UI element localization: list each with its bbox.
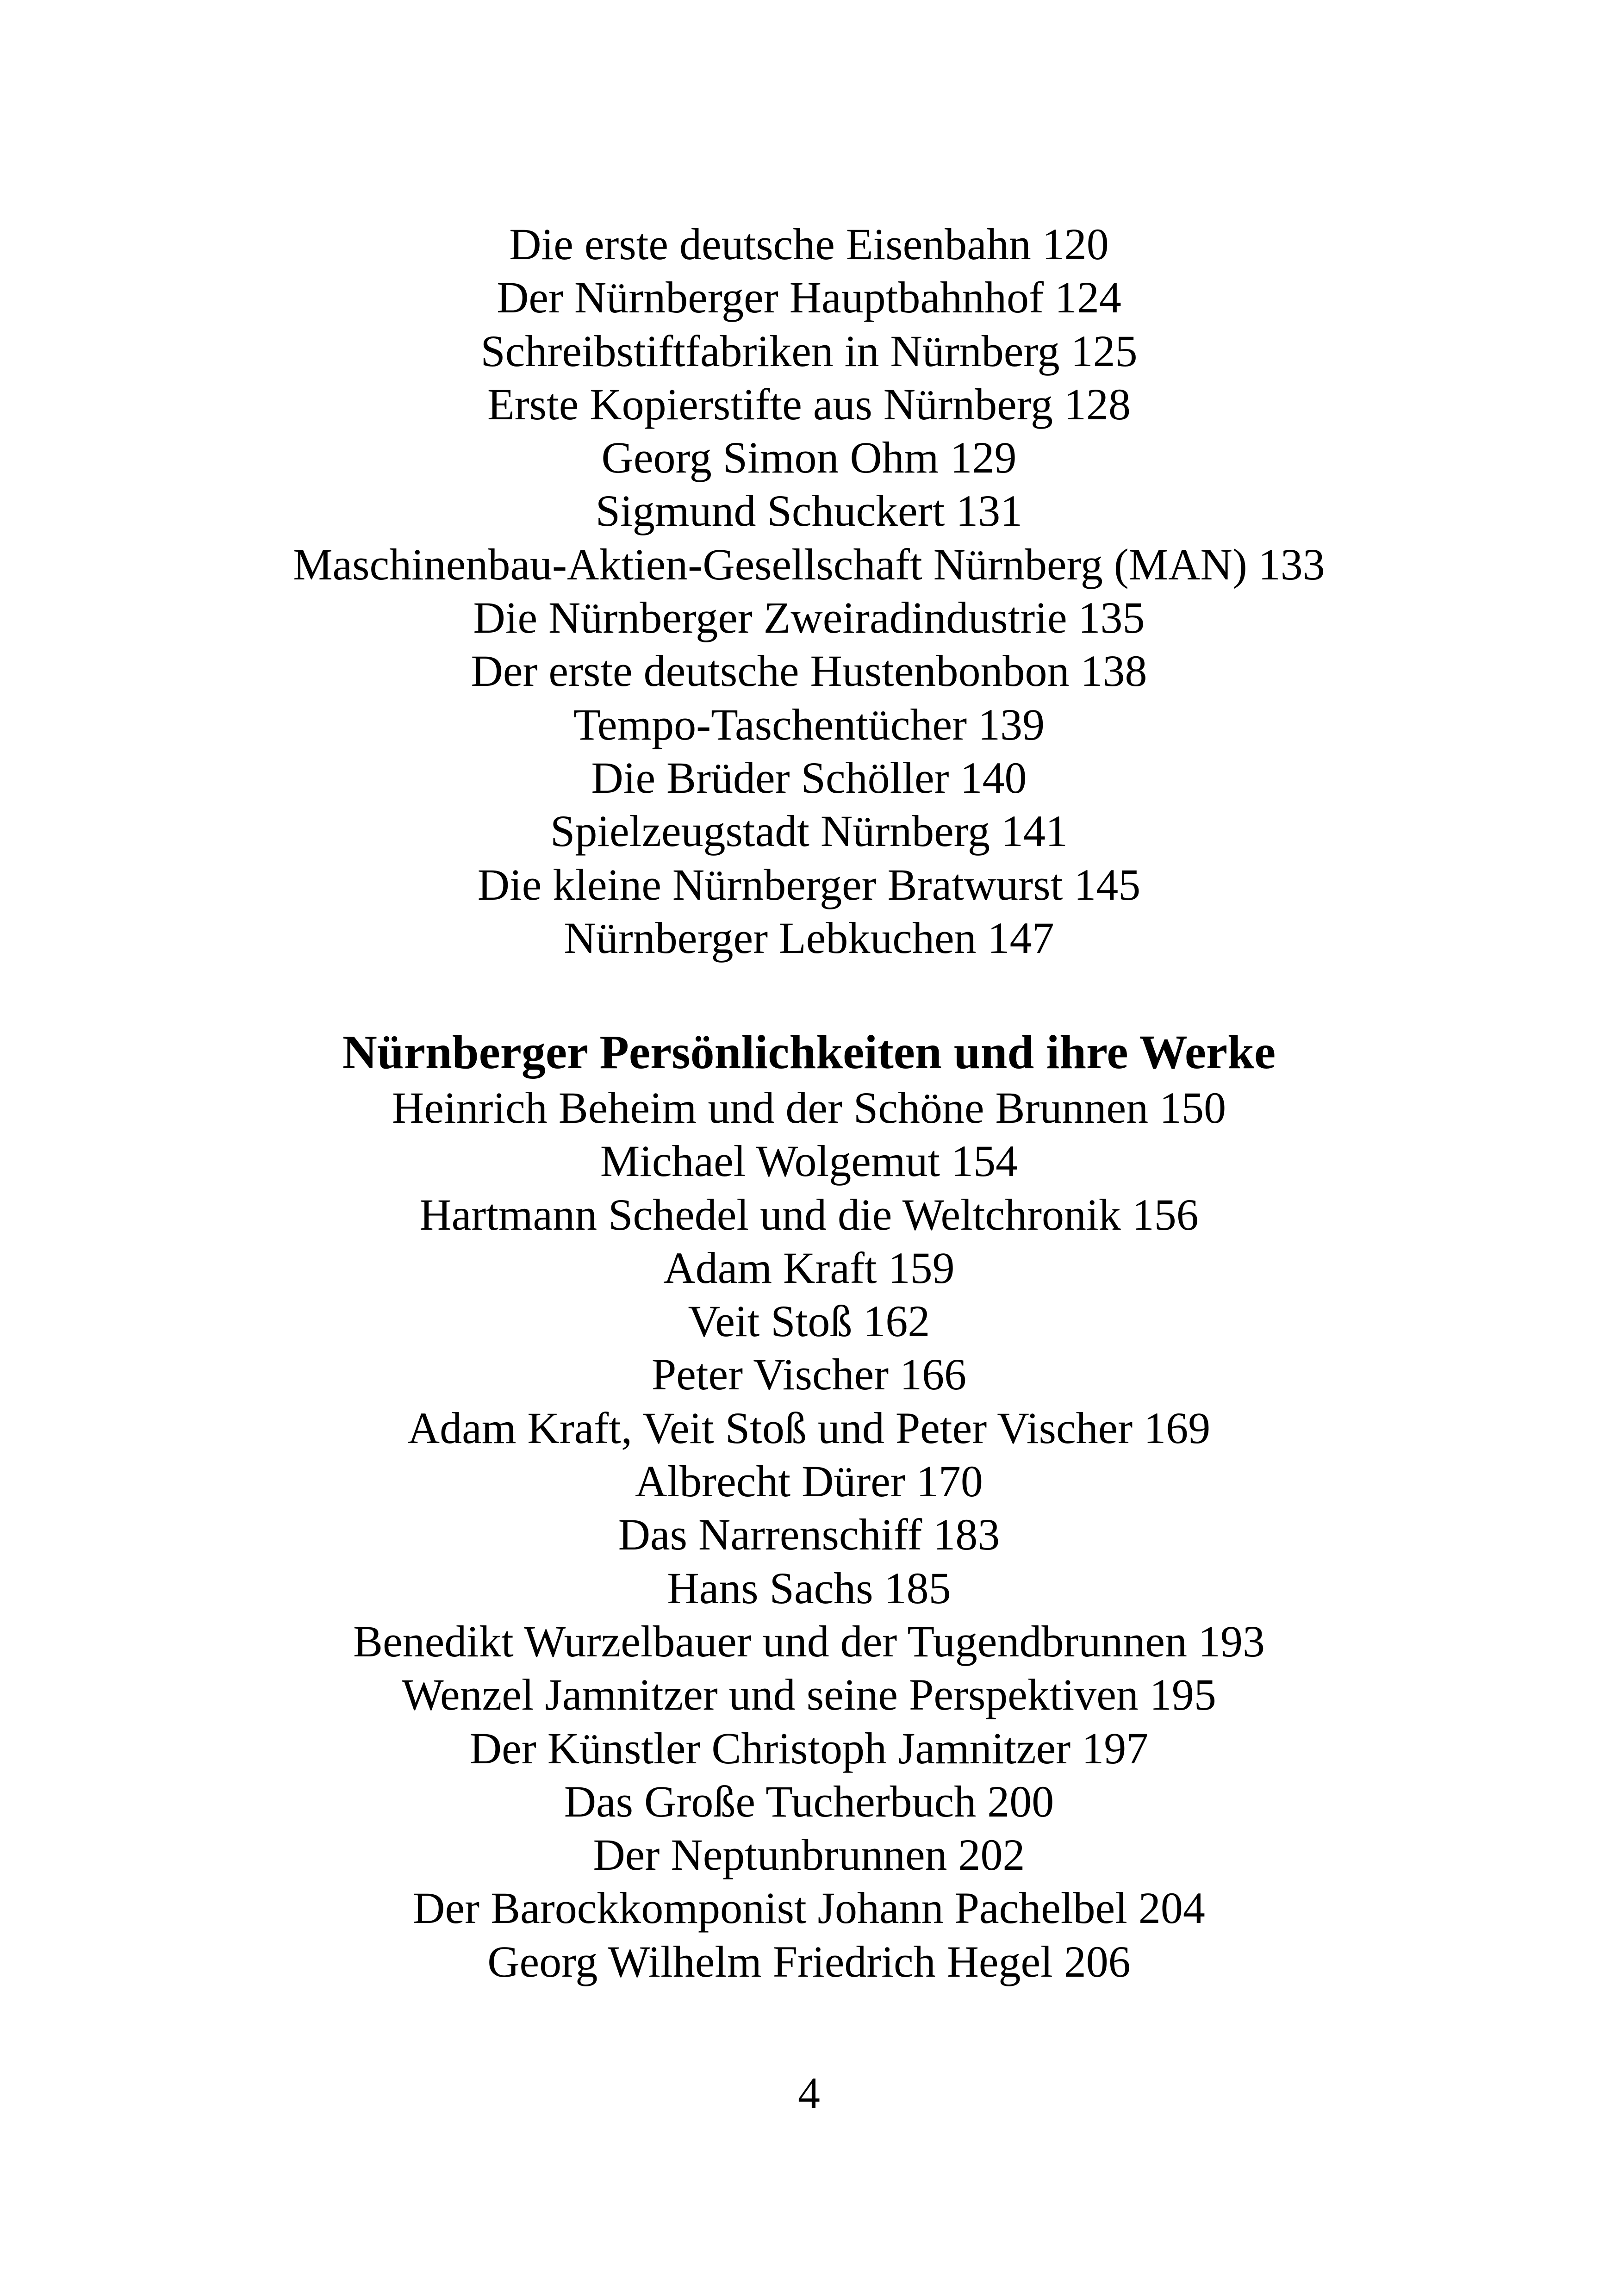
toc-entry: Die erste deutsche Eisenbahn 120	[509, 219, 1109, 269]
toc-entry: Adam Kraft, Veit Stoß und Peter Vischer 169	[407, 1403, 1211, 1453]
toc-entry: Spielzeugstadt Nürnberg 141	[550, 806, 1068, 856]
toc-entry: Heinrich Beheim und der Schöne Brunnen 150	[392, 1083, 1226, 1132]
toc-entry: Hartmann Schedel und die Weltchronik 156	[419, 1189, 1199, 1239]
toc-entry: Maschinenbau-Aktien-Gesellschaft Nürnberg (MAN) 133	[293, 539, 1325, 589]
toc-entry: Veit Stoß 162	[688, 1296, 930, 1346]
toc-entry: Der Neptunbrunnen 202	[593, 1830, 1025, 1880]
toc-block-industry	[0, 218, 1618, 964]
toc-entry: Michael Wolgemut 154	[600, 1136, 1018, 1186]
section-heading: Nürnberger Persönlichkeiten und ihre Werke	[342, 1026, 1276, 1079]
toc-entry: Sigmund Schuckert 131	[595, 486, 1023, 536]
toc-entry: Adam Kraft 159	[663, 1243, 955, 1293]
toc-entry: Der Nürnberger Hauptbahnhof 124	[497, 273, 1121, 323]
toc-entry: Nürnberger Lebkuchen 147	[564, 913, 1054, 963]
toc-entry: Der Künstler Christoph Jamnitzer 197	[469, 1723, 1149, 1773]
toc-entry: Georg Wilhelm Friedrich Hegel 206	[487, 1936, 1131, 1986]
toc-entry: Hans Sachs 185	[667, 1563, 951, 1613]
toc-entry: Der Barockkomponist Johann Pachelbel 204	[413, 1883, 1205, 1933]
toc-entry: Das Narrenschiff 183	[618, 1510, 1000, 1560]
toc-entry: Georg Simon Ohm 129	[601, 433, 1017, 483]
toc-entry: Der erste deutsche Hustenbonbon 138	[471, 646, 1147, 696]
toc-entry: Schreibstiftfabriken in Nürnberg 125	[480, 326, 1138, 376]
toc-entry: Das Große Tucherbuch 200	[564, 1776, 1054, 1826]
toc-entry: Tempo-Taschentücher 139	[573, 699, 1045, 749]
toc-entry: Erste Kopierstifte aus Nürnberg 128	[487, 379, 1131, 429]
toc-entry: Albrecht Dürer 170	[635, 1456, 983, 1506]
page-number: 4	[798, 2068, 820, 2118]
toc-block-personalities	[0, 1025, 1618, 1988]
toc-entry: Die Brüder Schöller 140	[591, 753, 1027, 803]
toc-entry: Wenzel Jamnitzer und seine Perspektiven 195	[402, 1670, 1216, 1720]
toc-entry: Benedikt Wurzelbauer und der Tugendbrunnen 193	[353, 1616, 1265, 1666]
toc-entry: Die kleine Nürnberger Bratwurst 145	[477, 859, 1141, 909]
toc-entry: Peter Vischer 166	[651, 1350, 967, 1400]
toc-entry: Die Nürnberger Zweiradindustrie 135	[473, 593, 1145, 643]
